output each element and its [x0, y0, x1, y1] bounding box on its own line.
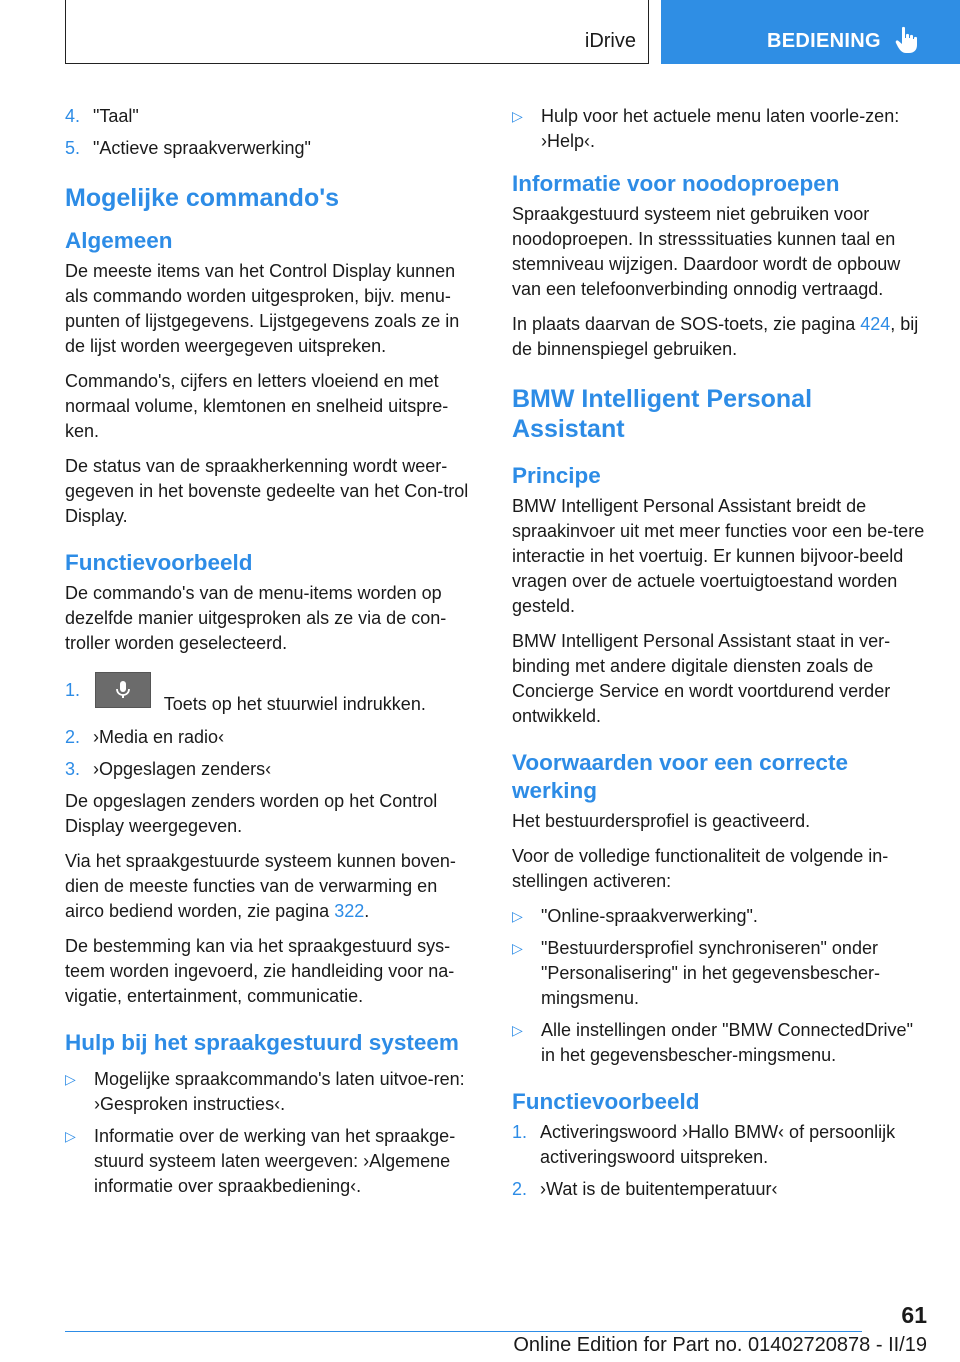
paragraph: De status van de spraakherkenning wordt weer-gegeven in het bovenste gedeelte van het Con-trol Display. — [65, 456, 469, 526]
heading-emergency: Informatie voor noodoproepen — [512, 171, 840, 196]
footer-edition: Online Edition for Part no. 01402720878 - II/19 — [513, 1334, 927, 1356]
bullet-item — [512, 936, 927, 1011]
bullet-item — [512, 904, 927, 929]
list-number: 2. — [65, 727, 81, 747]
bullet-triangle-icon: ▷ — [512, 908, 523, 924]
bullet-triangle-icon: ▷ — [512, 108, 523, 124]
list-item — [65, 136, 480, 161]
right-column — [512, 104, 927, 1209]
paragraph: De commando's van de menu-items worden op dezelfde manier uitgesproken als ze via de con-troller worden geselecteerd. — [65, 583, 447, 653]
bullet-triangle-icon: ▷ — [512, 1022, 523, 1038]
hand-pointer-icon — [895, 26, 919, 54]
paragraph: De meeste items van het Control Display kunnen als commando worden uitgesproken, bijv. menu-punten of lijstgegevens. Lijstgegevens zoals ze in de lijst worden weergegeven uitspreken. — [65, 261, 460, 356]
heading-general: Algemeen — [65, 228, 173, 253]
header-section-title: iDrive — [584, 30, 636, 52]
bullet-triangle-icon: ▷ — [65, 1128, 76, 1144]
list-text: "Taal" — [93, 106, 139, 126]
paragraph: BMW Intelligent Personal Assistant staat in ver-binding met andere digitale diensten zoals de Concierge Service en wordt voortdurend verder ontwikkeld. — [512, 631, 891, 726]
list-text: Activeringswoord ›Hallo BMW‹ of persoonlijk activeringswoord uitspreken. — [540, 1122, 896, 1167]
bullet-item — [512, 1018, 927, 1068]
heading-example: Functievoorbeeld — [65, 550, 253, 575]
footer-divider — [65, 1331, 862, 1332]
paragraph: De bestemming kan via het spraakgestuurd sys-teem worden ingevoerd, zie handleiding voor na-vigatie, entertainment, communicatie. — [65, 936, 455, 1006]
header-chapter-title: BEDIENING — [767, 30, 881, 52]
bullet-item — [65, 1124, 480, 1199]
list-text: "Actieve spraakverwerking" — [93, 138, 311, 158]
list-item — [512, 1120, 927, 1170]
bullet-triangle-icon: ▷ — [65, 1071, 76, 1087]
microphone-icon — [115, 680, 131, 700]
bullet-item — [512, 104, 927, 154]
header-chapter-tab — [661, 0, 960, 64]
list-item — [65, 757, 480, 782]
list-number: 1. — [65, 680, 81, 700]
bullet-text: Hulp voor het actuele menu laten voorle-zen: ›Help‹. — [541, 106, 900, 151]
header-section-tab — [65, 0, 649, 64]
list-number: 3. — [65, 759, 81, 779]
heading-assistant: BMW Intelligent Personal Assistant — [512, 385, 813, 443]
heading-example-right: Functievoorbeeld — [512, 1089, 700, 1114]
paragraph: Het bestuurdersprofiel is geactiveerd. — [512, 811, 811, 831]
list-text: ›Opgeslagen zenders‹ — [93, 759, 272, 779]
list-item — [512, 1177, 927, 1202]
list-item — [65, 104, 480, 129]
heading-help: Hulp bij het spraakgestuurd systeem — [65, 1030, 459, 1055]
page-link-322[interactable]: 322 — [334, 901, 365, 921]
list-text: ›Media en radio‹ — [93, 727, 225, 747]
list-number: 2. — [512, 1179, 528, 1199]
list-number: 4. — [65, 106, 81, 126]
bullet-text: Informatie over de werking van het spraakge-stuurd systeem laten weergeven: ›Algemene informatie over spraakbediening‹. — [94, 1126, 456, 1196]
voice-button-image — [95, 672, 151, 708]
paragraph: Spraakgestuurd systeem niet gebruiken voor noodoproepen. In stresssituaties kunnen taal en stemniveau wijzigen. Daardoor wordt de opbouw van een telefoonverbinding onnodig vertraagd. — [512, 204, 901, 299]
list-item — [65, 678, 480, 717]
paragraph: In plaats daarvan de SOS-toets, zie pagina 424, bij de binnenspiegel gebruiken. — [512, 314, 919, 359]
bullet-text: "Online-spraakverwerking". — [541, 906, 758, 926]
paragraph: Commando's, cijfers en letters vloeiend en met normaal volume, klemtonen en snelheid uitspre-ken. — [65, 371, 449, 441]
bullet-item — [65, 1067, 480, 1117]
page-number: 61 — [901, 1302, 927, 1328]
list-number: 1. — [512, 1122, 528, 1142]
heading-principle: Principe — [512, 463, 601, 488]
paragraph: Voor de volledige functionaliteit de volgende in-stellingen activeren: — [512, 846, 889, 891]
paragraph: BMW Intelligent Personal Assistant breidt de spraakinvoer uit met meer functies voor een be-tere interactie in het voertuig. Er kunnen bijvoor-beeld vragen over de actuele voertuigtoestand worden gesteld. — [512, 496, 925, 616]
bullet-text: "Bestuurdersprofiel synchroniseren" onder "Personalisering" in het gegevensbescher-mingsmenu. — [541, 938, 880, 1008]
left-column — [65, 104, 480, 1206]
heading-requirements: Voorwaarden voor een correcte werking — [512, 750, 848, 803]
paragraph: De opgeslagen zenders worden op het Control Display weergegeven. — [65, 791, 438, 836]
paragraph: Via het spraakgestuurde systeem kunnen boven-dien de meeste functies van de verwarming en airco bediend worden, zie pagina 322. — [65, 851, 456, 921]
bullet-triangle-icon: ▷ — [512, 940, 523, 956]
list-text: ›Wat is de buitentemperatuur‹ — [540, 1179, 778, 1199]
heading-commands: Mogelijke commando's — [65, 184, 340, 212]
list-number: 5. — [65, 138, 81, 158]
page-link-424[interactable]: 424 — [860, 314, 891, 334]
list-text: Toets op het stuurwiel indrukken. — [163, 694, 426, 714]
bullet-text: Alle instellingen onder "BMW ConnectedDrive" in het gegevensbescher-mingsmenu. — [541, 1020, 913, 1065]
bullet-text: Mogelijke spraakcommando's laten uitvoe-ren: ›Gesproken instructies‹. — [94, 1069, 465, 1114]
list-item — [65, 725, 480, 750]
